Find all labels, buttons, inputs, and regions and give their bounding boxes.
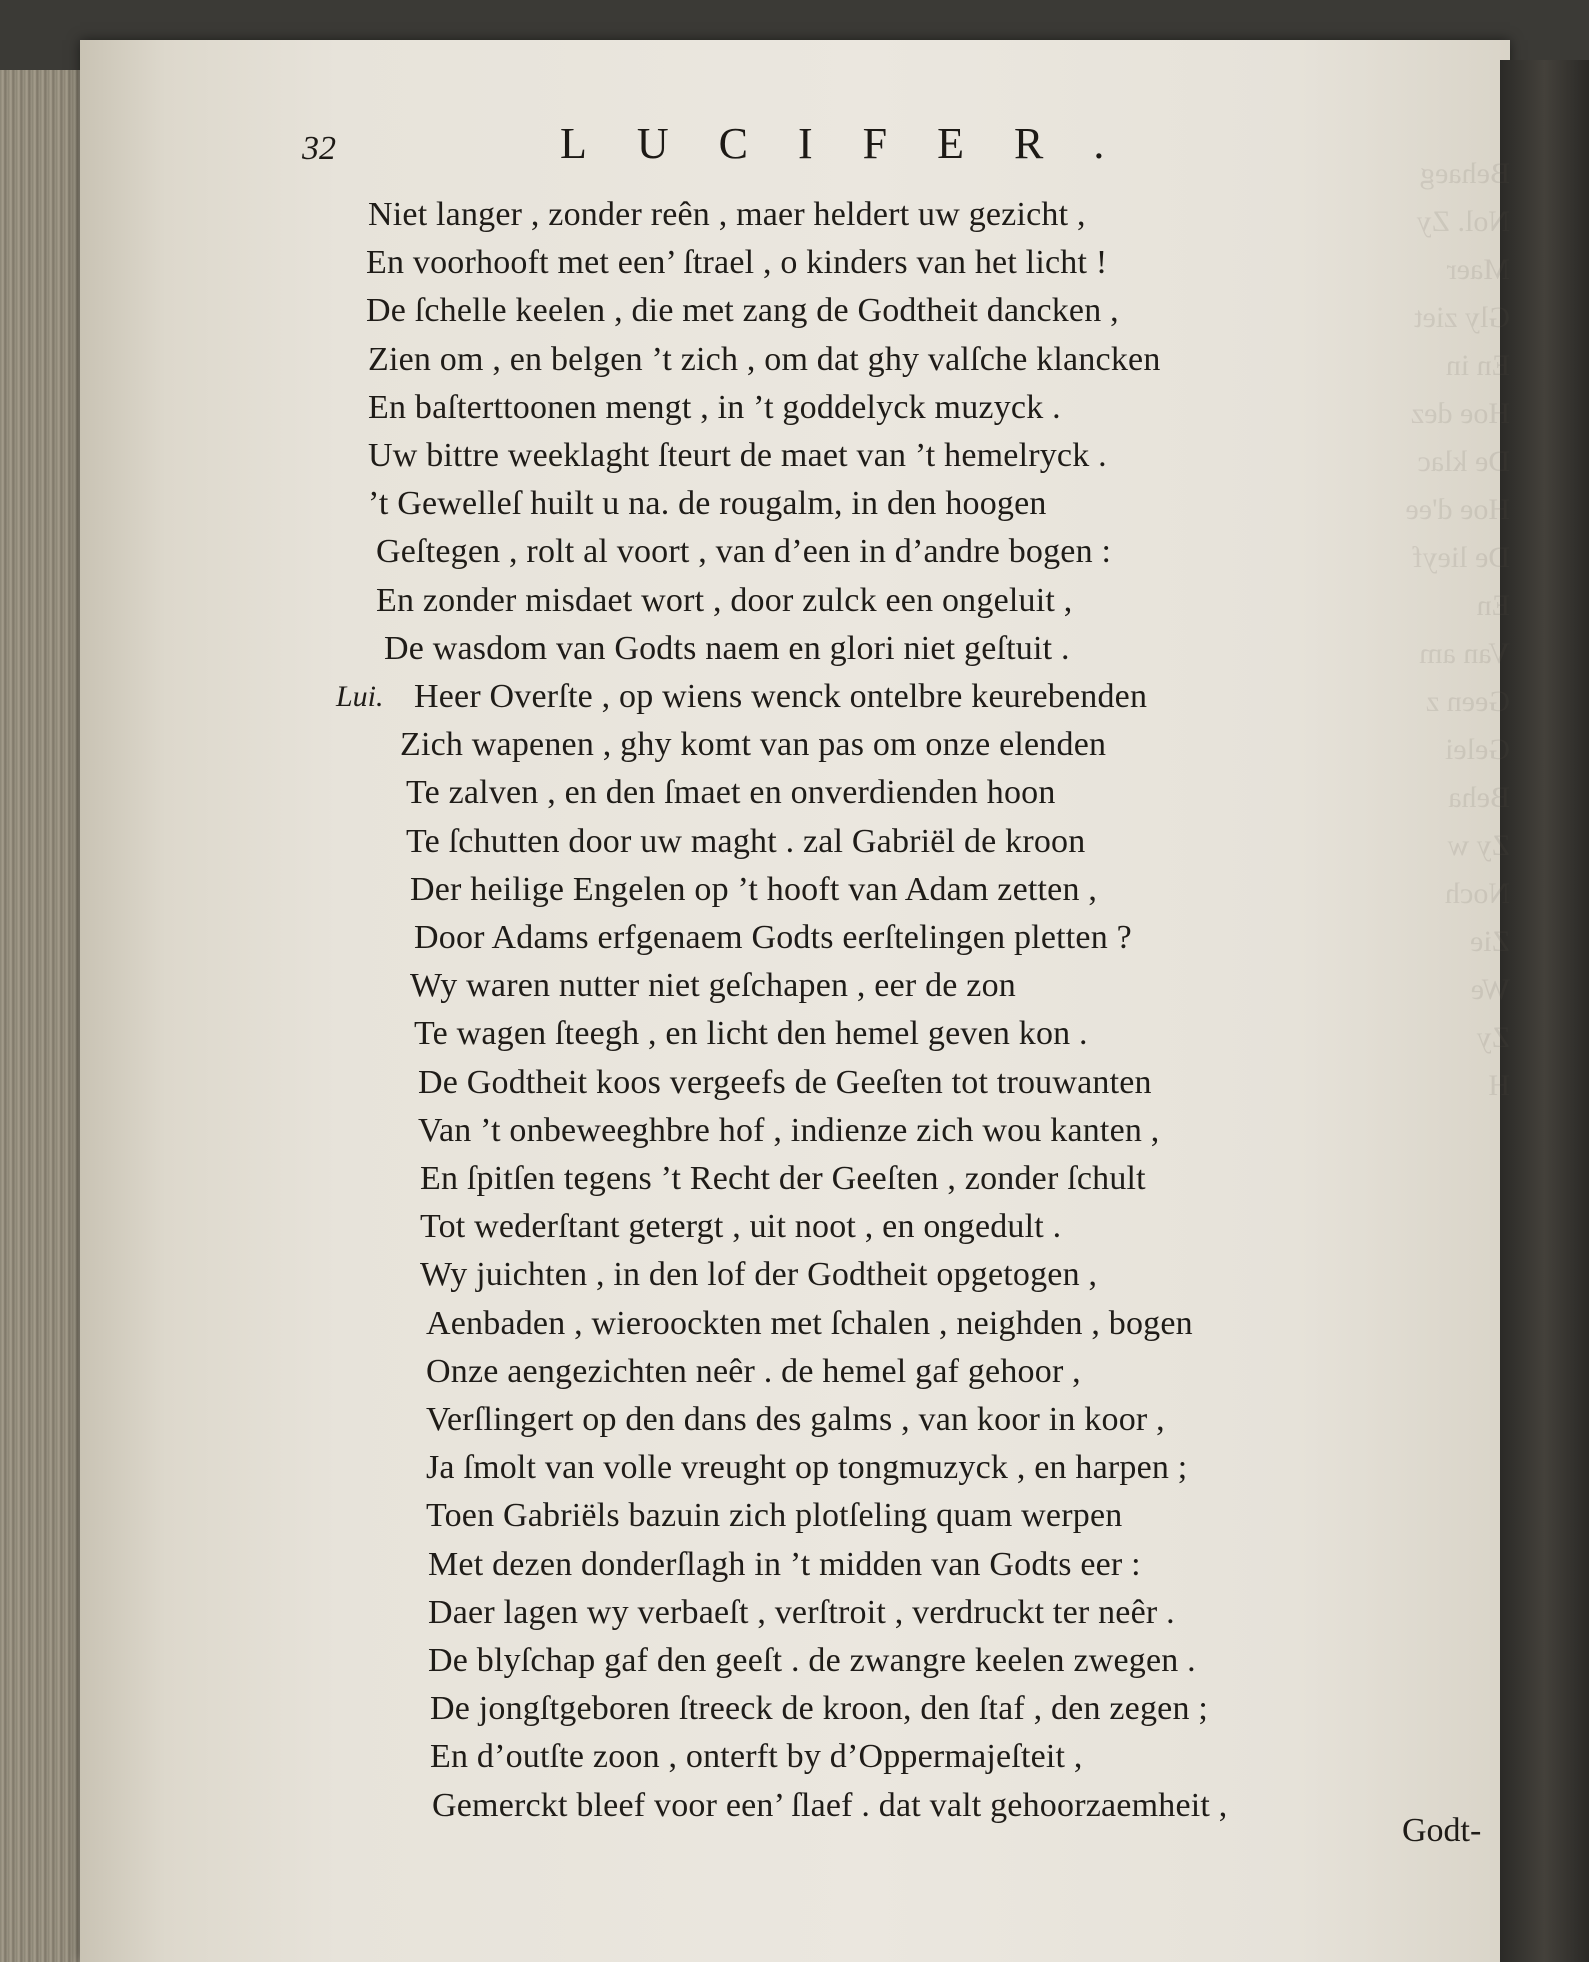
catchword: Godt- bbox=[1402, 1812, 1482, 1849]
verse-line: ’t Gewelleſ huilt u na. de rougalm, in den hoogen bbox=[368, 485, 1047, 522]
verse-line: En ſpitſen tegens ’t Recht der Geeſten , zonder ſchult bbox=[420, 1160, 1146, 1197]
verse-line: Onze aengezichten neêr . de hemel gaf gehoor , bbox=[426, 1353, 1081, 1390]
page-number: 32 bbox=[302, 130, 336, 167]
verse-line: Heer Overſte , op wiens wenck ontelbre keurebenden bbox=[414, 678, 1148, 715]
verse-line: En d’outſte zoon , onterft by d’Oppermajeſteit , bbox=[430, 1738, 1083, 1775]
verse-line: Verſlingert op den dans des galms , van koor in koor , bbox=[426, 1401, 1165, 1438]
verse-line: Gemerckt bleef voor een’ ſlaef . dat valt gehoorzaemheit , bbox=[432, 1787, 1228, 1824]
verse-line: Daer lagen wy verbaeſt , verſtroit , verdruckt ter neêr . bbox=[428, 1594, 1175, 1631]
verse-line: Toen Gabriëls bazuin zich plotſeling quam werpen bbox=[426, 1497, 1123, 1534]
verse-line: Wy waren nutter niet geſchapen , eer de zon bbox=[410, 967, 1016, 1004]
verse-line: Te zalven , en den ſmaet en onverdienden hoon bbox=[406, 774, 1056, 811]
verse-line: Aenbaden , wieroockten met ſchalen , neighden , bogen bbox=[426, 1305, 1193, 1342]
verse-line: De ſchelle keelen , die met zang de Godtheit dancken , bbox=[366, 292, 1119, 329]
verse-line: Ja ſmolt van volle vreught op tongmuzyck , en harpen ; bbox=[426, 1449, 1188, 1486]
speaker-label: Lui. bbox=[336, 680, 384, 713]
running-title: LUCIFER. bbox=[560, 119, 1155, 168]
verse-line: Uw bittre weeklaght ſteurt de maet van ’t hemelryck . bbox=[368, 437, 1107, 474]
verse-line: Zien om , en belgen ’t zich , om dat ghy valſche klancken bbox=[368, 341, 1161, 378]
verse-line: Door Adams erfgenaem Godts eerſtelingen pletten ? bbox=[414, 919, 1132, 956]
verse-line: Zich wapenen , ghy komt van pas om onze elenden bbox=[400, 726, 1107, 763]
verse-line: De wasdom van Godts naem en glori niet geſtuit . bbox=[384, 630, 1070, 667]
verse-line: Tot wederſtant getergt , uit noot , en ongedult . bbox=[420, 1208, 1062, 1245]
verse-line: En zonder misdaet wort , door zulck een ongeluit , bbox=[376, 582, 1073, 619]
verse-line: Te ſchutten door uw maght . zal Gabriël de kroon bbox=[406, 823, 1086, 860]
show-through-text: Behaeg Nol. Zy Maer Gly ziet En in Hoe dez De klac Hoe d'ee De lieyf En Van am Geen z Gelei Beha Zy w Noch Zie We Zy H bbox=[1405, 157, 1510, 1102]
verse-line: En voorhooft met een’ ſtrael , o kinders van het licht ! bbox=[366, 244, 1108, 281]
verse-line: De Godtheit koos vergeefs de Geeſten tot trouwanten bbox=[418, 1064, 1152, 1101]
verse-line: En baſterttoonen mengt , in ’t goddelyck muzyck . bbox=[368, 389, 1061, 426]
verse-line: Te wagen ſteegh , en licht den hemel geven kon . bbox=[414, 1015, 1088, 1052]
verse-line: Niet langer , zonder reên , maer heldert uw gezicht , bbox=[368, 196, 1086, 233]
verse-line: Geſtegen , rolt al voort , van d’een in d’andre bogen : bbox=[376, 533, 1112, 570]
verse-line: Der heilige Engelen op ’t hooft van Adam zetten , bbox=[410, 871, 1098, 908]
book-binding bbox=[1500, 60, 1589, 1962]
verse-line: Met dezen donderſlagh in ’t midden van Godts eer : bbox=[428, 1546, 1141, 1583]
verse-line: Wy juichten , in den lof der Godtheit opgetogen , bbox=[420, 1256, 1098, 1293]
verse-line: De blyſchap gaf den geeſt . de zwangre keelen zwegen . bbox=[428, 1642, 1196, 1679]
page-block-edge bbox=[0, 70, 80, 1962]
verse-line: De jongſtgeboren ſtreeck de kroon, den ſtaf , den zegen ; bbox=[430, 1690, 1208, 1727]
verse-line: Van ’t onbeweeghbre hof , indienze zich wou kanten , bbox=[418, 1112, 1160, 1149]
